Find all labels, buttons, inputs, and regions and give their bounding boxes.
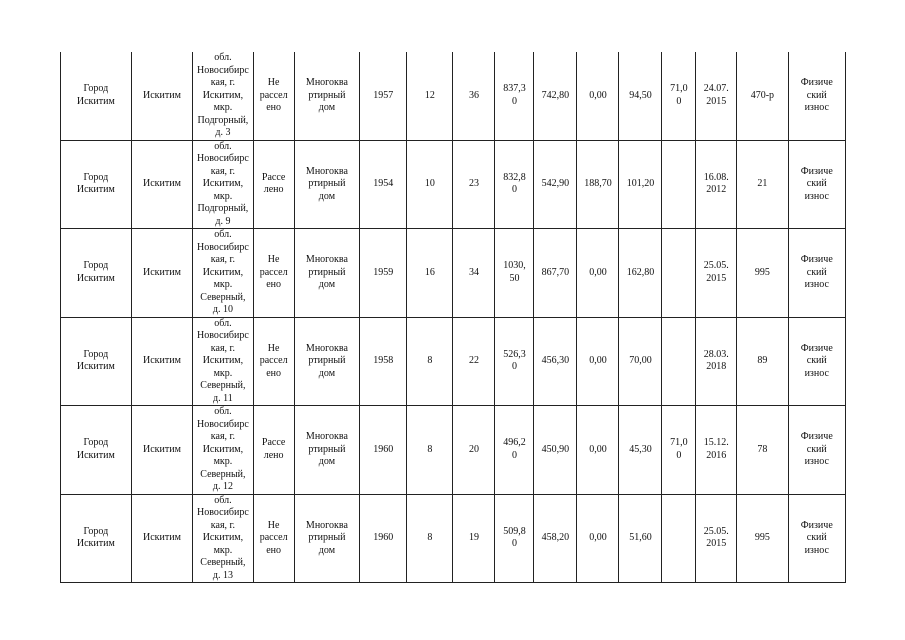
cell-area-a: 458,20: [534, 494, 577, 583]
cell-text-line: д. 9: [215, 215, 231, 227]
cell-apartments-count: 8: [407, 317, 453, 406]
cell-residents-count: 22: [453, 317, 495, 406]
cell-text-line: обл.: [214, 406, 232, 417]
cell-text-line: Искитим,: [202, 266, 244, 278]
cell-text-line: ский: [806, 532, 827, 543]
cell-reason: [788, 317, 845, 406]
cell-text-line: Искитим,: [202, 443, 244, 455]
cell-text-line: Новосибирс: [197, 153, 249, 164]
cell-residents-count: 34: [453, 229, 495, 318]
cell-text-line: Северный,: [200, 291, 246, 303]
cell-text-line: 71,0: [670, 83, 688, 95]
cell-area-c: 45,30: [619, 406, 662, 495]
cell-text-line: Физиче: [800, 519, 833, 531]
cell-text-line: Не: [267, 519, 280, 531]
cell-text-line: Многоква: [305, 431, 348, 442]
cell-area-total: [495, 140, 534, 229]
cell-text-line: ртирный: [308, 266, 346, 278]
cell-text-line: Физиче: [800, 431, 833, 442]
cell-document-number: 78: [737, 406, 788, 495]
cell-text-line: 0: [676, 95, 682, 107]
cell-text-line: Новосибирс: [197, 64, 249, 76]
cell-area-d: [662, 406, 696, 495]
cell-municipality: Искитим: [131, 140, 192, 229]
cell-text-line: ено: [266, 102, 282, 113]
cell-reason: [788, 406, 845, 495]
cell-text-line: лено: [263, 449, 284, 461]
cell-area-d: [662, 494, 696, 583]
cell-area-a: 542,90: [534, 140, 577, 229]
cell-building-type: [294, 494, 360, 583]
cell-resettlement-status: [253, 140, 294, 229]
cell-text-line: ртирный: [308, 355, 346, 366]
cell-text-line: обл.: [214, 140, 232, 152]
cell-text-line: д. 13: [212, 569, 233, 581]
cell-document-date: [696, 494, 737, 583]
cell-text-line: 0: [511, 184, 517, 196]
cell-text-line: Искитим: [76, 538, 115, 550]
cell-text-line: Рассе: [261, 437, 286, 449]
cell-text-line: 16.08.: [703, 171, 729, 183]
cell-text-line: Подгорный,: [197, 203, 249, 214]
cell-text-line: обл.: [214, 52, 232, 63]
cell-text-line: Северный,: [200, 380, 246, 391]
cell-text-line: 496,2: [503, 437, 526, 449]
cell-text-line: ский: [806, 178, 827, 189]
cell-area-b: 0,00: [577, 317, 619, 406]
cell-municipality: Искитим: [131, 406, 192, 495]
cell-municipality: Искитим: [131, 494, 192, 583]
cell-text-line: Не: [267, 77, 280, 88]
cell-text-line: Многоква: [305, 165, 348, 177]
cell-area-d: [662, 229, 696, 318]
cell-document-number: 89: [737, 317, 788, 406]
cell-document-date: [696, 140, 737, 229]
cell-text-line: мкр.: [213, 102, 233, 113]
cell-text-line: Не: [267, 254, 280, 265]
cell-text-line: мкр.: [213, 190, 233, 202]
cell-year-built: 1957: [360, 52, 407, 140]
cell-residents-count: 36: [453, 52, 495, 140]
cell-area-b: 0,00: [577, 406, 619, 495]
cell-text-line: Физиче: [800, 342, 833, 354]
cell-address: [193, 140, 253, 229]
cell-text-line: 24.07.: [703, 83, 729, 95]
cell-text-line: рассел: [259, 89, 288, 101]
cell-text-line: Новосибирс: [197, 507, 249, 518]
cell-text-line: Искитим: [76, 95, 115, 107]
cell-area-total: [495, 406, 534, 495]
cell-text-line: Физиче: [800, 77, 833, 88]
cell-city: [61, 52, 132, 140]
cell-address: [193, 406, 253, 495]
cell-text-line: Не: [267, 342, 280, 354]
cell-apartments-count: 8: [407, 406, 453, 495]
cell-document-date: [696, 406, 737, 495]
cell-resettlement-status: [253, 494, 294, 583]
cell-text-line: кая, г.: [210, 165, 236, 177]
cell-text-line: износ: [804, 102, 829, 113]
cell-area-total: [495, 52, 534, 140]
cell-text-line: ртирный: [308, 89, 346, 101]
cell-text-line: 837,3: [503, 83, 526, 95]
cell-text-line: ский: [806, 89, 827, 101]
cell-text-line: мкр.: [213, 279, 233, 290]
cell-text-line: 28.03.: [703, 348, 729, 360]
table-row: [61, 494, 846, 583]
cell-area-b: 0,00: [577, 494, 619, 583]
cell-text-line: износ: [804, 456, 829, 467]
cell-area-total: [495, 229, 534, 318]
cell-text-line: 50: [509, 272, 520, 284]
cell-residents-count: 23: [453, 140, 495, 229]
cell-text-line: 832,8: [503, 171, 526, 183]
cell-text-line: Искитим: [76, 361, 115, 373]
cell-text-line: рассел: [259, 266, 288, 278]
cell-area-total: [495, 317, 534, 406]
cell-text-line: 15.12.: [703, 437, 729, 449]
cell-text-line: Новосибирс: [197, 330, 249, 341]
cell-text-line: дом: [318, 102, 336, 113]
cell-text-line: 2012: [706, 184, 727, 196]
cell-text-line: 0: [511, 449, 517, 461]
cell-municipality: Искитим: [131, 317, 192, 406]
cell-text-line: обл.: [214, 229, 232, 240]
cell-document-date: [696, 229, 737, 318]
cell-text-line: 1030,: [503, 260, 526, 272]
cell-text-line: ртирный: [308, 532, 346, 543]
cell-building-type: [294, 406, 360, 495]
cell-text-line: ртирный: [308, 443, 346, 455]
cell-reason: [788, 52, 845, 140]
cell-text-line: Искитим,: [202, 89, 244, 101]
table-row: [61, 52, 846, 140]
cell-area-d: [662, 52, 696, 140]
cell-text-line: 0: [511, 361, 517, 373]
cell-city: [61, 140, 132, 229]
cell-text-line: Северный,: [200, 557, 246, 568]
cell-year-built: 1954: [360, 140, 407, 229]
cell-area-d: [662, 317, 696, 406]
cell-building-type: [294, 317, 360, 406]
cell-text-line: износ: [804, 190, 829, 202]
cell-text-line: ский: [806, 266, 827, 278]
cell-text-line: кая, г.: [210, 431, 236, 442]
table-row: [61, 140, 846, 229]
cell-text-line: Искитим: [76, 449, 115, 461]
cell-document-number: 995: [737, 494, 788, 583]
cell-text-line: д. 3: [215, 127, 231, 138]
cell-text-line: ский: [806, 355, 827, 366]
cell-address: [193, 52, 253, 140]
cell-text-line: Северный,: [200, 468, 246, 480]
cell-area-total: [495, 494, 534, 583]
cell-text-line: Город: [83, 260, 109, 272]
cell-text-line: 71,0: [670, 437, 688, 449]
cell-reason: [788, 494, 845, 583]
cell-area-b: 188,70: [577, 140, 619, 229]
cell-text-line: Многоква: [305, 77, 348, 88]
cell-city: [61, 406, 132, 495]
cell-apartments-count: 12: [407, 52, 453, 140]
cell-text-line: Искитим,: [202, 355, 244, 366]
cell-area-a: 742,80: [534, 52, 577, 140]
cell-text-line: 2015: [706, 95, 727, 107]
cell-building-type: [294, 229, 360, 318]
cell-text-line: Новосибирс: [197, 241, 249, 253]
cell-text-line: дом: [318, 544, 336, 556]
cell-resettlement-status: [253, 229, 294, 318]
cell-text-line: ртирный: [308, 178, 346, 189]
cell-residents-count: 19: [453, 494, 495, 583]
cell-text-line: 2018: [706, 361, 727, 373]
table-row: [61, 229, 846, 318]
cell-reason: [788, 229, 845, 318]
cell-building-type: [294, 140, 360, 229]
cell-text-line: д. 10: [212, 304, 233, 315]
cell-area-c: 101,20: [619, 140, 662, 229]
cell-document-date: [696, 52, 737, 140]
cell-building-type: [294, 52, 360, 140]
cell-text-line: кая, г.: [210, 342, 236, 354]
cell-text-line: д. 12: [212, 481, 233, 492]
cell-text-line: Физиче: [800, 165, 833, 177]
cell-area-b: 0,00: [577, 52, 619, 140]
cell-address: [193, 229, 253, 318]
cell-city: [61, 317, 132, 406]
cell-area-c: 70,00: [619, 317, 662, 406]
cell-text-line: Многоква: [305, 254, 348, 265]
cell-document-date: [696, 317, 737, 406]
cell-text-line: Город: [83, 437, 109, 449]
cell-document-number: 995: [737, 229, 788, 318]
cell-text-line: лено: [263, 184, 284, 196]
cell-text-line: д. 11: [213, 392, 233, 404]
cell-year-built: 1958: [360, 317, 407, 406]
cell-text-line: Город: [83, 348, 109, 360]
table-row: [61, 317, 846, 406]
cell-resettlement-status: [253, 52, 294, 140]
cell-text-line: Искитим: [76, 184, 115, 196]
cell-document-number: 21: [737, 140, 788, 229]
cell-municipality: Искитим: [131, 52, 192, 140]
cell-text-line: 0: [511, 95, 517, 107]
cell-area-c: 94,50: [619, 52, 662, 140]
cell-text-line: Искитим: [76, 272, 115, 284]
cell-text-line: 526,3: [503, 348, 526, 360]
cell-text-line: 2016: [706, 449, 727, 461]
cell-year-built: 1960: [360, 494, 407, 583]
cell-text-line: кая, г.: [210, 77, 236, 88]
table-row: [61, 406, 846, 495]
cell-text-line: дом: [318, 367, 336, 379]
cell-text-line: обл.: [214, 494, 232, 506]
cell-text-line: Новосибирс: [197, 418, 249, 430]
cell-area-b: 0,00: [577, 229, 619, 318]
cell-text-line: 0: [676, 449, 682, 461]
cell-text-line: дом: [318, 456, 336, 467]
cell-text-line: износ: [804, 279, 829, 290]
cell-year-built: 1959: [360, 229, 407, 318]
cell-area-a: 867,70: [534, 229, 577, 318]
cell-text-line: дом: [318, 279, 336, 290]
cell-reason: [788, 140, 845, 229]
cell-address: [193, 317, 253, 406]
cell-text-line: мкр.: [213, 544, 233, 556]
table-body: [61, 52, 846, 583]
cell-year-built: 1960: [360, 406, 407, 495]
cell-area-c: 51,60: [619, 494, 662, 583]
cell-resettlement-status: [253, 317, 294, 406]
cell-text-line: Искитим,: [202, 532, 244, 543]
cell-apartments-count: 16: [407, 229, 453, 318]
cell-text-line: износ: [804, 544, 829, 556]
cell-city: [61, 494, 132, 583]
cell-text-line: ский: [806, 443, 827, 455]
cell-text-line: дом: [318, 190, 336, 202]
cell-apartments-count: 8: [407, 494, 453, 583]
cell-text-line: ено: [266, 367, 282, 379]
cell-address: [193, 494, 253, 583]
cell-text-line: 0: [511, 538, 517, 550]
cell-text-line: 2015: [706, 538, 727, 550]
cell-area-c: 162,80: [619, 229, 662, 318]
cell-text-line: Физиче: [800, 254, 833, 265]
cell-city: [61, 229, 132, 318]
cell-text-line: ено: [266, 544, 282, 556]
cell-text-line: мкр.: [213, 456, 233, 467]
cell-area-a: 450,90: [534, 406, 577, 495]
cell-text-line: Город: [83, 83, 109, 95]
cell-area-a: 456,30: [534, 317, 577, 406]
cell-text-line: рассел: [259, 355, 288, 366]
cell-area-d: [662, 140, 696, 229]
cell-text-line: Подгорный,: [197, 114, 249, 126]
cell-text-line: 25.05.: [703, 260, 729, 272]
cell-text-line: ено: [266, 279, 282, 290]
cell-text-line: износ: [804, 367, 829, 379]
cell-text-line: рассел: [259, 532, 288, 543]
cell-residents-count: 20: [453, 406, 495, 495]
cell-text-line: Город: [83, 525, 109, 537]
cell-apartments-count: 10: [407, 140, 453, 229]
cell-text-line: 509,8: [503, 525, 526, 537]
cell-text-line: мкр.: [213, 367, 233, 379]
cell-text-line: 25.05.: [703, 525, 729, 537]
cell-text-line: кая, г.: [210, 254, 236, 265]
cell-text-line: Искитим,: [202, 178, 244, 189]
cell-text-line: Многоква: [305, 519, 348, 531]
cell-text-line: 2015: [706, 272, 727, 284]
cell-text-line: Рассе: [261, 171, 286, 183]
cell-text-line: обл.: [214, 317, 232, 329]
cell-resettlement-status: [253, 406, 294, 495]
cell-text-line: Город: [83, 171, 109, 183]
cell-document-number: 470-р: [737, 52, 788, 140]
cell-text-line: Многоква: [305, 342, 348, 354]
cell-text-line: кая, г.: [210, 519, 236, 531]
cell-municipality: Искитим: [131, 229, 192, 318]
housing-registry-table: [60, 52, 846, 583]
